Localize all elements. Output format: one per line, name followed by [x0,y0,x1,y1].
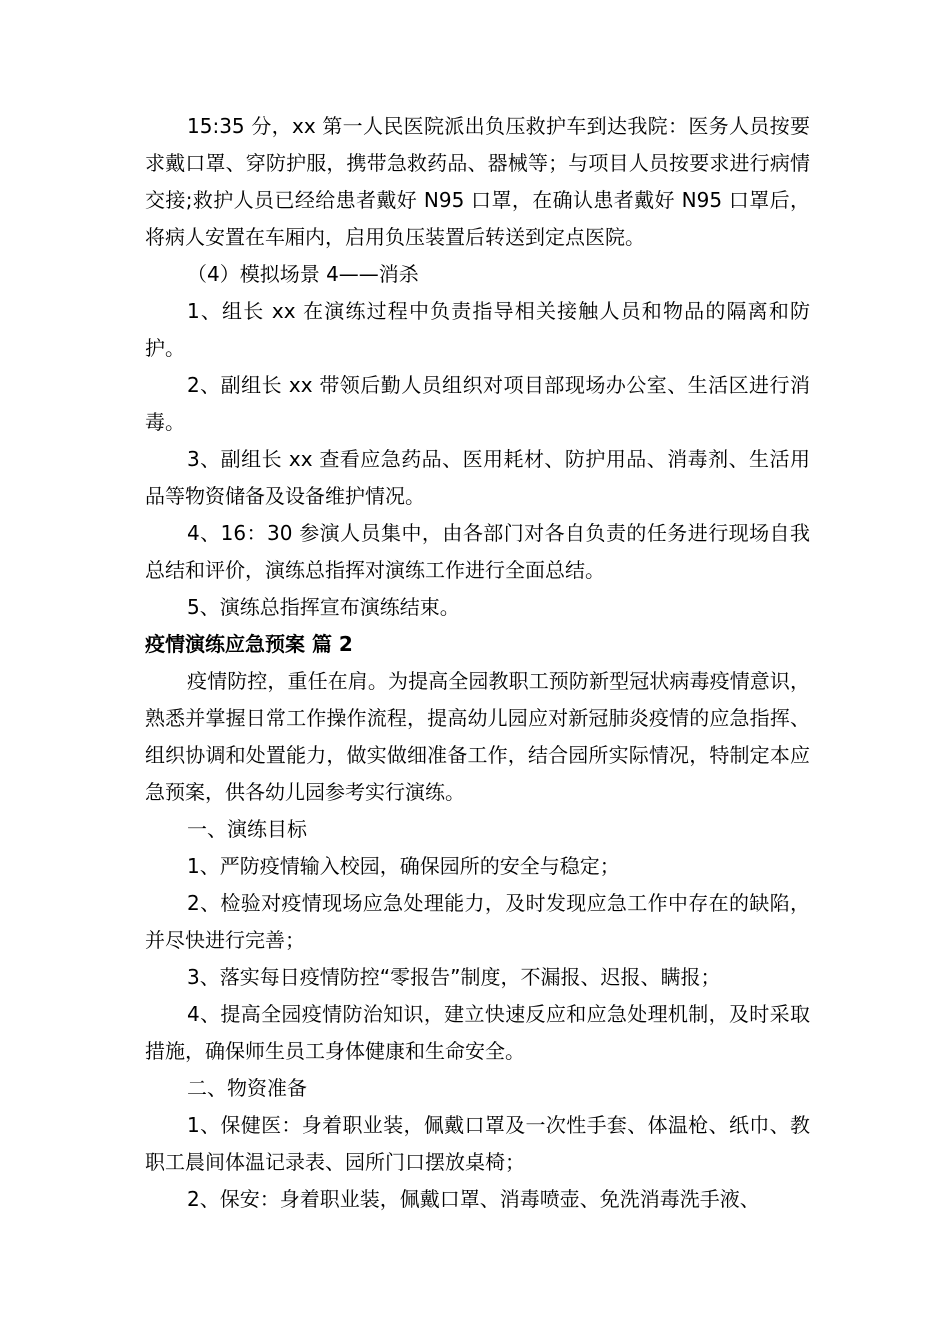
paragraph-goal-3: 3、落实每日疫情防控“零报告”制度，不漏报、迟报、瞒报； [187,965,721,989]
section-heading: 疫情演练应急预案 篇 2 [145,632,353,656]
paragraph-intro: 疫情防控，重任在肩。为提高全园教职工预防新型冠状病毒疫情意识，熟悉并掌握日常工作操作流程，提高幼儿园应对新冠肺炎疫情的应急指挥、组织协调和处置能力，做实做细准备工作，结合园所实际情况，特制定本应急预案，供各幼儿园参考实行演练。 [145,669,810,804]
paragraph-item-1: 1、组长 xx 在演练过程中负责指导相关接触人员和物品的隔离和防护。 [145,299,810,360]
paragraph-item-2: 2、副组长 xx 带领后勤人员组织对项目部现场办公室、生活区进行消毒。 [145,373,810,434]
paragraph-supply-2: 2、保安：身着职业装，佩戴口罩、消毒喷壶、免洗消毒洗手液、 [187,1187,760,1211]
paragraph-ambulance-arrival: 15:35 分，xx 第一人民医院派出负压救护车到达我院：医务人员按要求戴口罩、穿防护服，携带急救药品、器械等；与项目人员按要求进行病情交接;救护人员已经给患者戴好 N95 口罩，在确认患者戴好 N95 口罩后，将病人安置在车厢内，启用负压装置后转送到定点医院。 [145,114,810,249]
paragraph-item-4: 4、16：30 参演人员集中，由各部门对各自负责的任务进行现场自我总结和评价，演练总指挥对演练工作进行全面总结。 [145,521,810,582]
paragraph-supplies-heading: 二、物资准备 [187,1076,307,1100]
paragraph-item-3: 3、副组长 xx 查看应急药品、医用耗材、防护用品、消毒剂、生活用品等物资储备及设备维护情况。 [145,447,810,508]
document-body [145,108,810,1218]
paragraph-item-5: 5、演练总指挥宣布演练结束。 [187,595,460,619]
paragraph-supply-1: 1、保健医：身着职业装，佩戴口罩及一次性手套、体温枪、纸巾、教职工晨间体温记录表、园所门口摆放桌椅； [145,1113,810,1174]
paragraph-goals-heading: 一、演练目标 [187,817,307,841]
paragraph-goal-1: 1、严防疫情输入校园，确保园所的安全与稳定； [187,854,620,878]
paragraph-scenario-4-title: （4）模拟场景 4——消杀 [187,262,419,286]
paragraph-goal-4: 4、提高全园疫情防治知识，建立快速反应和应急处理机制，及时采取措施，确保师生员工身体健康和生命安全。 [145,1002,810,1063]
paragraph-goal-2: 2、检验对疫情现场应急处理能力，及时发现应急工作中存在的缺陷，并尽快进行完善； [145,891,810,952]
